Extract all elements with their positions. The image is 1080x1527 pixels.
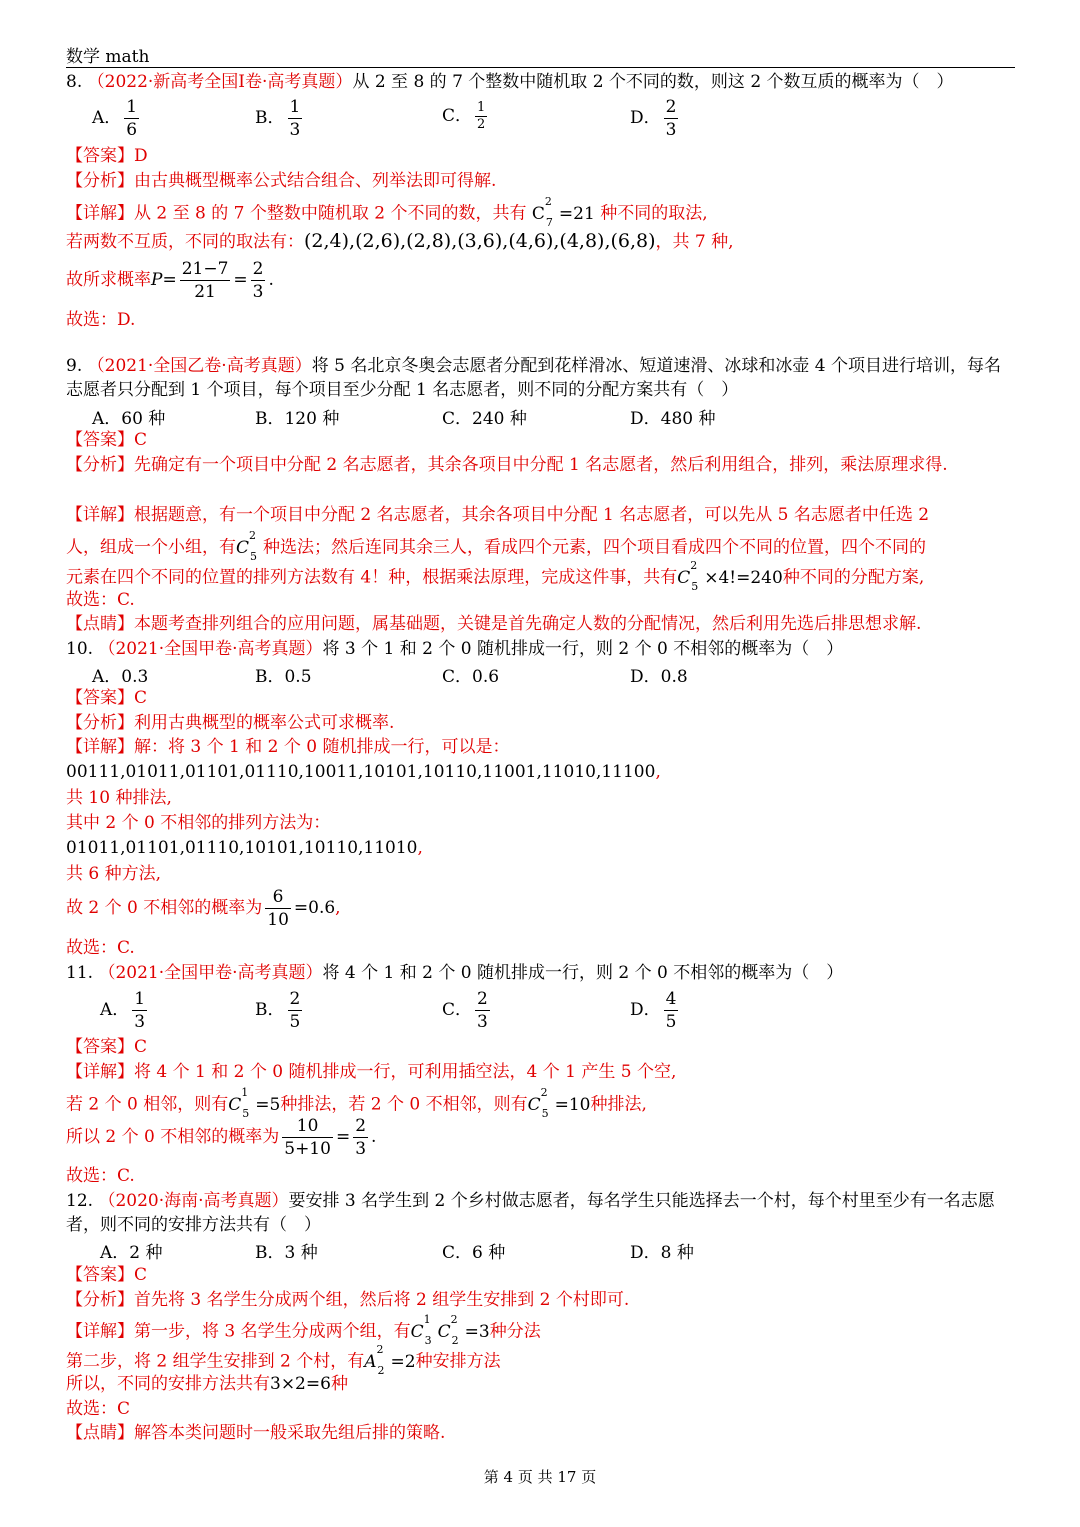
q8-answer: 【答案】D (66, 146, 148, 166)
q11-source: （2021·全国甲卷·高考真题） (98, 963, 323, 983)
q8-option-d: D． $\frac{2}{3}$ (630, 97, 677, 140)
q9-answer: 【答案】C (66, 430, 148, 450)
q8-stem-line (66, 70, 954, 94)
q8-detail-2: 若两数不互质，不同的取法有：(2,4),(2,6),(2,8),(3,6),(4,6),(4,8),(6,8)，共 7 种, (66, 230, 734, 252)
q11-detail-1: 【详解】将 4 个 1 和 2 个 0 随机排成一行，可利用插空法，4 个 1 产生 5 个空, (66, 1062, 677, 1082)
q8-number: 8. (66, 72, 83, 92)
q9-option-b: B．120 种 (255, 409, 340, 429)
page-number: 第 4 页 共 17 页 (483, 1468, 597, 1486)
q8-stem: 从 2 至 8 的 7 个整数中随机取 2 个不同的数，则这 2 个数互质的概率为（ ） (352, 72, 954, 92)
q8-choose: 故选：D. (66, 310, 136, 330)
q10-option-a: A．0.3 (92, 667, 149, 687)
q9-detail-1: 【详解】根据题意，有一个项目中分配 2 名志愿者，其余各项目中分配 1 名志愿者，可以先从 5 名志愿者中任选 2 (66, 505, 930, 525)
q9-comment: 【点睛】本题考查排列组合的应用问题，属基础题，关键是首先确定人数的分配情况，然后利用先选后排思想求解. (66, 614, 922, 634)
q12-option-d: D．8 种 (630, 1243, 694, 1263)
q10-stem-line (66, 637, 843, 661)
q9-analysis: 【分析】先确定有一个项目中分配 2 名志愿者，其余各项目中分配 1 名志愿者，然后利用组合，排列，乘法原理求得. (66, 455, 948, 475)
q9-stem-line (66, 354, 1015, 402)
q10-probability: 故 2 个 0 不相邻的概率为 $\frac{6}{10}$ =0.6, (66, 887, 341, 930)
q9-option-c: C．240 种 (442, 409, 527, 429)
q11-number: 11. (66, 963, 94, 983)
q10-option-c: C．0.6 (442, 667, 500, 687)
q11-option-b: B． $\frac{2}{5}$ (255, 989, 301, 1032)
q10-stem: 将 3 个 1 和 2 个 0 随机排成一行，则 2 个 0 不相邻的概率为（ ） (322, 639, 844, 659)
q12-number: 12. (66, 1191, 94, 1211)
q11-stem-line (66, 961, 843, 985)
q10-option-b: B．0.5 (255, 667, 312, 687)
q12-detail-2: 第二步，将 2 组学生安排到 2 个村，有$A^2_2 =2$种安排方法 (66, 1343, 501, 1378)
q10-option-d: D．0.8 (630, 667, 688, 687)
q9-option-d: D．480 种 (630, 409, 716, 429)
q8-option-a-fraction: $\frac{1}{6}$ (126, 97, 138, 140)
q10-detail-2: 其中 2 个 0 不相邻的排列方法为： (66, 813, 331, 833)
q10-list-1: 00111,01011,01101,01110,10011,10101,10110,11001,11010,11100, (66, 762, 661, 782)
q12-analysis: 【分析】首先将 3 名学生分成两个组，然后将 2 组学生安排到 2 个村即可. (66, 1290, 630, 1310)
q8-option-c: C． $\frac{1}{2}$ (442, 100, 486, 132)
q11-detail-2: 若 2 个 0 相邻，则有$C^1_5 =5$种排法，若 2 个 0 不相邻，则有$C^2_5 =10$种排法, (66, 1086, 647, 1121)
q12-stem: 要安排 3 名学生到 2 个乡村做志愿者，每名学生只能选择去一个村，每个村里至少有一名志愿者，则不同的安排方法共有（ ） (66, 1191, 995, 1235)
q8-option-b-fraction: $\frac{1}{3}$ (289, 97, 301, 140)
q8-option-d-fraction: $\frac{2}{3}$ (665, 97, 677, 140)
q8-option-b: B． $\frac{1}{3}$ (255, 97, 301, 140)
q9-source: （2021·全国乙卷·高考真题） (87, 356, 312, 376)
q9-choose: 故选：C. (66, 590, 135, 610)
q10-count-2: 共 6 种方法, (66, 864, 162, 884)
q10-choose: 故选：C. (66, 938, 135, 958)
q8-detail-3: 故所求概率P= $\frac{21-7}{21}$ = $\frac{2}{3}$ . (66, 259, 274, 302)
q8-option-a: A． $\frac{1}{6}$ (92, 97, 138, 140)
q9-detail-3: 元素在四个不同的位置的排列方法数有 4！种，根据乘法原理，完成这件事，共有$C^2_5 \times 4!=240$种不同的分配方案, (66, 559, 925, 594)
q12-detail-3: 所以，不同的安排方法共有3×2=6种 (66, 1374, 348, 1394)
q9-stem: 将 5 名北京冬奥会志愿者分配到花样滑冰、短道速滑、冰球和冰壶 4 个项目进行培训，每名志愿者只分配到 1 个项目，每个项目至少分配 1 名志愿者，则不同的分配方案共有（ ） (66, 356, 1001, 400)
q9-option-a: A．60 种 (92, 409, 166, 429)
q11-option-d: D． $\frac{4}{5}$ (630, 989, 677, 1032)
q11-option-a: A． $\frac{1}{3}$ (100, 989, 146, 1032)
q12-stem-line (66, 1189, 1015, 1237)
q10-list-2: 01011,01101,01110,10101,10110,11010, (66, 838, 423, 858)
q12-option-b: B．3 种 (255, 1243, 318, 1263)
q11-stem: 将 4 个 1 和 2 个 0 随机排成一行，则 2 个 0 不相邻的概率为（ ） (322, 963, 844, 983)
header-divider (66, 67, 1015, 68)
q10-number: 10. (66, 639, 94, 659)
q12-detail-1: 【详解】第一步，将 3 名学生分成两个组，有$C^1_3$ $C^2_2 =3$种分法 (66, 1313, 541, 1348)
q12-source: （2020·海南·高考真题） (98, 1191, 289, 1211)
q12-comment: 【点睛】解答本类问题时一般采取先组后排的策略. (66, 1423, 446, 1443)
q12-option-a: A．2 种 (100, 1243, 163, 1263)
q11-choose: 故选：C. (66, 1166, 135, 1186)
q8-source: （2022·新高考全国Ⅰ卷·高考真题） (87, 72, 353, 92)
q9-number: 9. (66, 356, 83, 376)
q11-option-c: C． $\frac{2}{3}$ (442, 989, 488, 1032)
q10-answer: 【答案】C (66, 688, 148, 708)
q8-pairs: (2,4),(2,6),(2,8),(3,6),(4,6),(4,8),(6,8) (304, 230, 656, 252)
q10-count-1: 共 10 种排法, (66, 788, 172, 808)
q12-option-c: C．6 种 (442, 1243, 506, 1263)
q10-detail-1: 【详解】解：将 3 个 1 和 2 个 0 随机排成一行，可以是： (66, 737, 510, 757)
q12-choose: 故选：C (66, 1399, 131, 1419)
q9-detail-2: 人，组成一个小组，有$C^2_5$ 种选法；然后连同其余三人，看成四个元素，四个项目看成四个不同的位置，四个不同的 (66, 529, 927, 564)
q8-option-c-fraction: $\frac{1}{2}$ (477, 100, 486, 132)
q8-detail-1: 【详解】从 2 至 8 的 7 个整数中随机取 2 个不同的数，共有 $C^2_7 =21$ 种不同的取法, (66, 195, 708, 230)
q10-source: （2021·全国甲卷·高考真题） (98, 639, 323, 659)
q11-answer: 【答案】C (66, 1037, 148, 1057)
q8-analysis: 【分析】由古典概型概率公式结合组合、列举法即可得解. (66, 171, 497, 191)
q12-answer: 【答案】C (66, 1265, 148, 1285)
q11-detail-3: 所以 2 个 0 不相邻的概率为 $\frac{10}{5+10}$ = $\frac{2}{3}$ . (66, 1116, 377, 1159)
page-header: 数学 math (66, 47, 150, 67)
q10-analysis: 【分析】利用古典概型的概率公式可求概率. (66, 713, 395, 733)
